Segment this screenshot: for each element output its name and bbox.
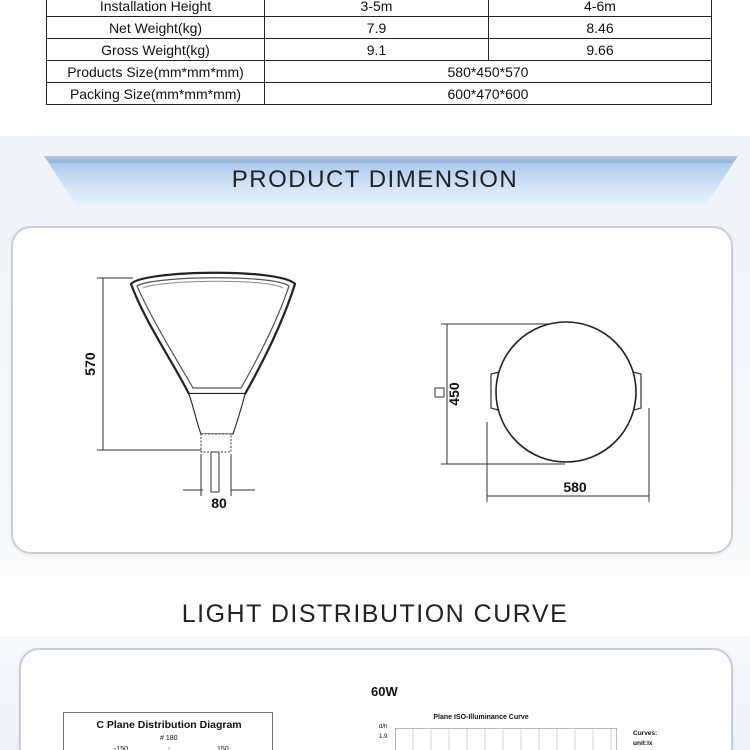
- spec-value: 8.46: [489, 17, 712, 39]
- iso-y-tick: 1.9: [379, 734, 388, 740]
- polar-chart-title: C Plane Distribution Diagram: [96, 719, 242, 731]
- table-row: [47, 83, 712, 105]
- iso-chart-title: Plane ISO-Illuminance Curve: [433, 714, 529, 721]
- base-dimension-label: 80: [211, 495, 227, 511]
- top-view-drawing: [425, 312, 665, 512]
- spec-label: Products Size(mm*mm*mm): [47, 61, 265, 83]
- side-view-drawing: [73, 262, 303, 522]
- spec-label: Installation Height: [47, 0, 265, 17]
- section-title: PRODUCT DIMENSION: [231, 166, 519, 193]
- spec-label: Gross Weight(kg): [47, 39, 265, 61]
- wattage-label: 60W: [371, 684, 398, 699]
- spec-table: [46, 0, 712, 105]
- iso-y-unit: d/h: [379, 724, 388, 730]
- spec-label: Net Weight(kg): [47, 17, 265, 39]
- dimension-panel: [11, 226, 733, 554]
- table-row: [47, 39, 712, 61]
- section-title: LIGHT DISTRIBUTION CURVE: [181, 600, 569, 628]
- width-dimension-label: 580: [563, 479, 587, 495]
- table-row: [47, 61, 712, 83]
- table-row: [47, 0, 712, 17]
- height-dimension-label: 570: [82, 352, 98, 376]
- legend-unit: unit:lx: [633, 740, 653, 747]
- spec-value: 600*470*600: [265, 83, 712, 105]
- spec-value: 4-6m: [489, 0, 712, 17]
- spec-label: Packing Size(mm*mm*mm): [47, 83, 265, 105]
- spec-value: 7.9: [265, 17, 489, 39]
- spec-value: 580*450*570: [265, 61, 712, 83]
- legend-title: Curves:: [633, 730, 658, 737]
- polar-left-label: -150: [114, 746, 129, 750]
- polar-right-label: 150: [217, 746, 229, 750]
- spec-value: 9.66: [489, 39, 712, 61]
- polar-chart: [63, 712, 273, 750]
- polar-top-label: # 180: [160, 735, 178, 742]
- table-row: [47, 17, 712, 39]
- iso-grid: [395, 728, 617, 750]
- depth-dimension-label: 450: [446, 382, 462, 406]
- spec-value: 9.1: [265, 39, 489, 61]
- distribution-panel: [19, 648, 733, 750]
- spec-value: 3-5m: [265, 0, 489, 17]
